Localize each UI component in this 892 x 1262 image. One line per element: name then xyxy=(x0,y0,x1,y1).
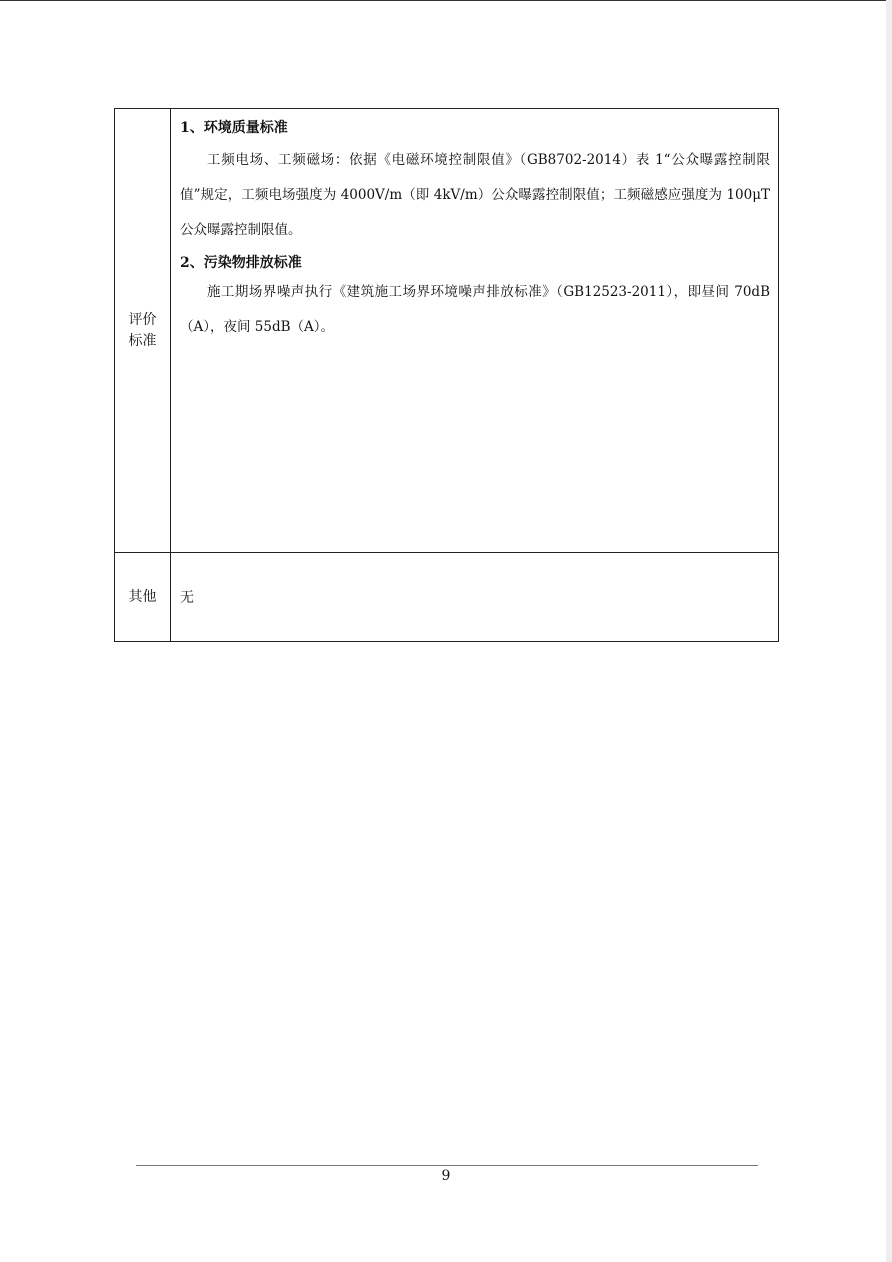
label-line-1: 评价 xyxy=(128,311,157,328)
evaluation-standards-row xyxy=(115,109,779,553)
section-1-heading: 1、环境质量标准 xyxy=(180,120,288,136)
section-2-heading: 2、污染物排放标准 xyxy=(180,255,302,271)
label-line-2: 标准 xyxy=(128,332,157,349)
section-1-paragraph: 工频电场、工频磁场：依据《电磁环境控制限值》（GB8702-2014）表 1“公众曝露控制限值”规定，工频电场强度为 4000V/m（即 4kV/m）公众曝露控制限值；工频磁感应强度为 100μT 公众曝露控制限值。 xyxy=(180,152,770,238)
footer-divider xyxy=(136,1165,758,1166)
evaluation-standards-label xyxy=(115,109,171,553)
page-number: 9 xyxy=(441,1168,451,1184)
other-label: 其他 xyxy=(115,553,171,642)
other-value: 无 xyxy=(171,553,779,642)
standards-table xyxy=(114,108,779,642)
page-edge-shade xyxy=(886,0,892,1262)
evaluation-standards-content xyxy=(171,109,779,553)
top-border-line xyxy=(0,0,892,1)
section-2-paragraph: 施工期场界噪声执行《建筑施工场界环境噪声排放标准》（GB12523-2011），即昼间 70dB（A），夜间 55dB（A）。 xyxy=(180,284,770,335)
other-row xyxy=(115,553,779,642)
